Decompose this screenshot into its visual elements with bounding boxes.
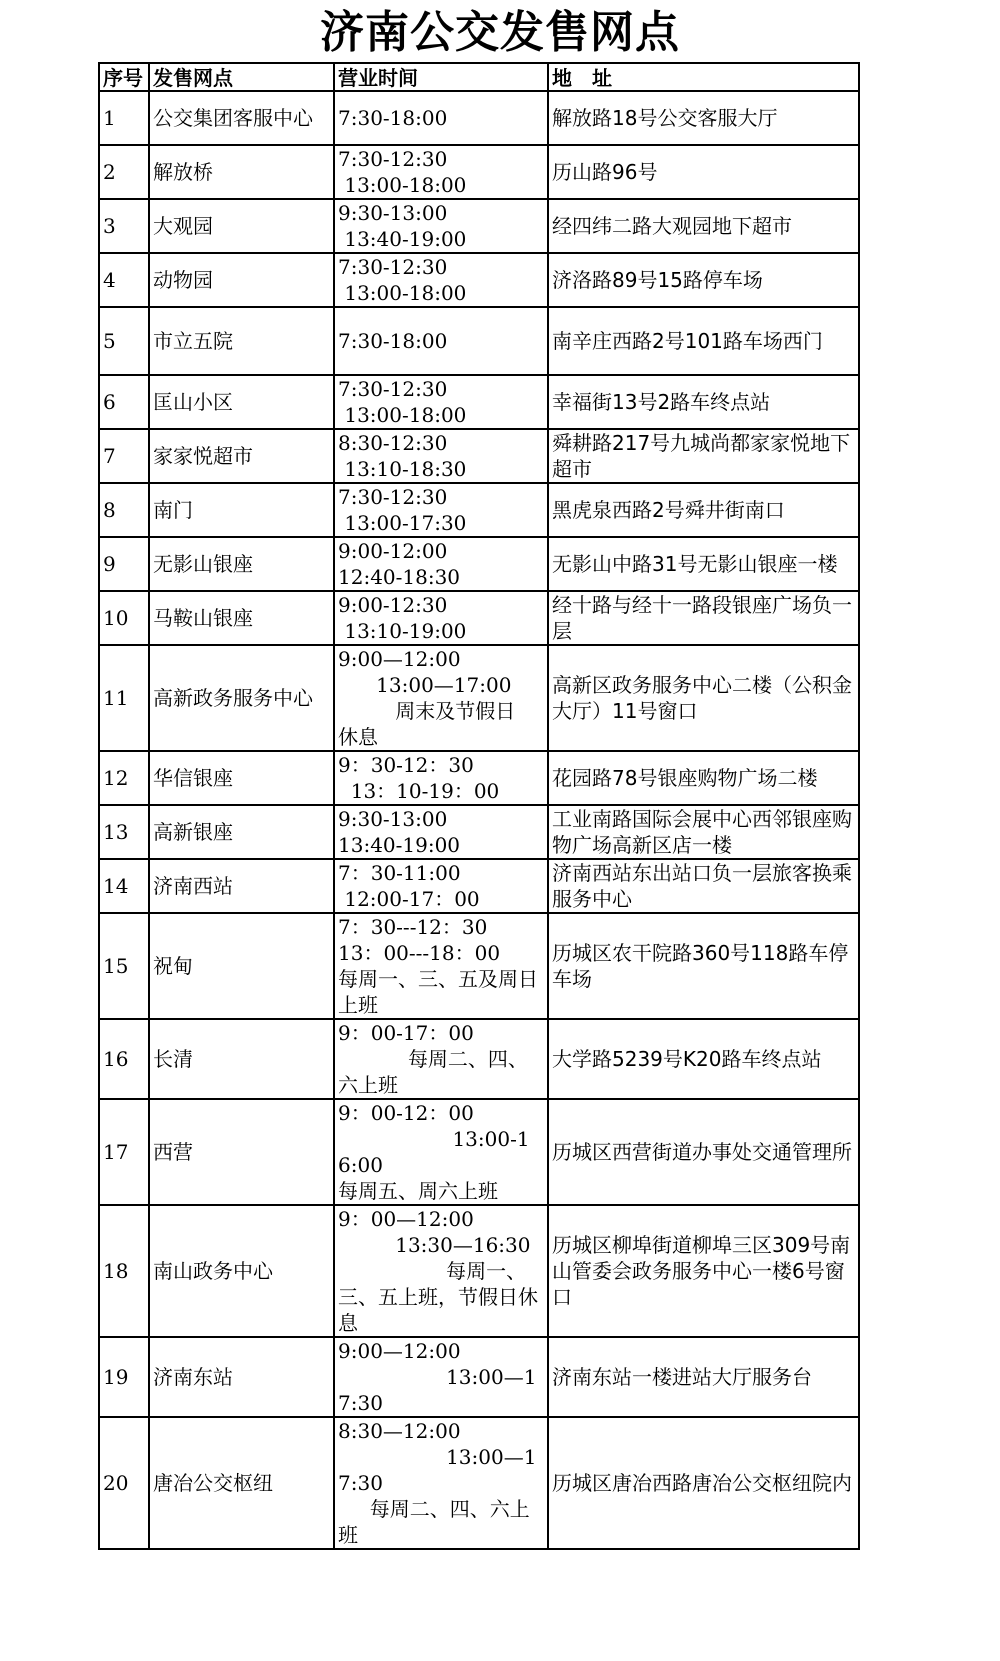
cell-address: 幸福街13号2路车终点站 [548,375,859,429]
cell-no: 16 [99,1019,149,1099]
header-hours: 营业时间 [334,63,548,91]
cell-address: 黑虎泉西路2号舜井街南口 [548,483,859,537]
cell-hours: 9：00—12:00 13:30—16:30 每周一、三、五上班，节假日休息 [334,1205,548,1337]
cell-outlet: 马鞍山银座 [149,591,334,645]
cell-outlet: 市立五院 [149,307,334,375]
cell-address: 济洛路89号15路停车场 [548,253,859,307]
cell-outlet: 高新政务服务中心 [149,645,334,751]
cell-address: 历城区柳埠街道柳埠三区309号南山管委会政务服务中心一楼6号窗口 [548,1205,859,1337]
table-row [99,591,859,645]
cell-no: 10 [99,591,149,645]
cell-address: 历城区农干院路360号118路车停车场 [548,913,859,1019]
table-row [99,253,859,307]
cell-hours: 7:30-18:00 [334,307,548,375]
cell-hours: 9:00-12:30 13:10-19:00 [334,591,548,645]
header-no: 序号 [99,63,149,91]
cell-outlet: 济南东站 [149,1337,334,1417]
cell-no: 8 [99,483,149,537]
cell-hours: 9：30-12：30 13：10-19：00 [334,751,548,805]
header-row [99,63,859,91]
outlet-table [98,62,860,1550]
cell-hours: 7:30-12:30 13:00-18:00 [334,375,548,429]
cell-address: 济南东站一楼进站大厅服务台 [548,1337,859,1417]
cell-no: 3 [99,199,149,253]
cell-hours: 9:30-13:00 13:40-19:00 [334,199,548,253]
cell-hours: 7:30-12:30 13:00-18:00 [334,253,548,307]
cell-outlet: 西营 [149,1099,334,1205]
cell-outlet: 南门 [149,483,334,537]
cell-hours: 9:30-13:00 13:40-19:00 [334,805,548,859]
cell-outlet: 唐冶公交枢纽 [149,1417,334,1549]
table-row [99,1019,859,1099]
cell-outlet: 长清 [149,1019,334,1099]
cell-outlet: 解放桥 [149,145,334,199]
cell-no: 20 [99,1417,149,1549]
cell-no: 17 [99,1099,149,1205]
cell-outlet: 无影山银座 [149,537,334,591]
table-body [99,91,859,1549]
cell-address: 高新区政务服务中心二楼（公积金大厅）11号窗口 [548,645,859,751]
table-row [99,429,859,483]
cell-hours: 9:00-12:00 12:40-18:30 [334,537,548,591]
cell-address: 济南西站东出站口负一层旅客换乘服务中心 [548,859,859,913]
page-title: 济南公交发售网点 [320,7,680,58]
table-row [99,913,859,1019]
cell-no: 15 [99,913,149,1019]
table-row [99,1205,859,1337]
cell-address: 大学路5239号K20路车终点站 [548,1019,859,1099]
table-row [99,145,859,199]
cell-no: 13 [99,805,149,859]
cell-address: 解放路18号公交客服大厅 [548,91,859,145]
cell-hours: 7:30-18:00 [334,91,548,145]
table-row [99,483,859,537]
cell-no: 4 [99,253,149,307]
cell-outlet: 匡山小区 [149,375,334,429]
cell-outlet: 动物园 [149,253,334,307]
cell-no: 7 [99,429,149,483]
cell-outlet: 家家悦超市 [149,429,334,483]
cell-address: 经十路与经十一路段银座广场负一层 [548,591,859,645]
cell-address: 工业南路国际会展中心西邻银座购物广场高新区店一楼 [548,805,859,859]
cell-no: 9 [99,537,149,591]
cell-outlet: 公交集团客服中心 [149,91,334,145]
table-row [99,375,859,429]
cell-no: 2 [99,145,149,199]
table-row [99,859,859,913]
cell-hours: 7:30-12:30 13:00-17:30 [334,483,548,537]
cell-no: 5 [99,307,149,375]
table-row [99,805,859,859]
table-row [99,1099,859,1205]
cell-outlet: 大观园 [149,199,334,253]
cell-hours: 7:30-12:30 13:00-18:00 [334,145,548,199]
table-row [99,537,859,591]
cell-address: 经四纬二路大观园地下超市 [548,199,859,253]
cell-hours: 9：00-17：00 每周二、四、六上班 [334,1019,548,1099]
cell-hours: 7：30---12：30 13：00---18：00 每周一、三、五及周日上班 [334,913,548,1019]
cell-outlet: 华信银座 [149,751,334,805]
table-row [99,1337,859,1417]
cell-no: 12 [99,751,149,805]
cell-no: 11 [99,645,149,751]
table-row [99,1417,859,1549]
cell-address: 无影山中路31号无影山银座一楼 [548,537,859,591]
table-row [99,199,859,253]
cell-hours: 9：00-12：00 13:00-16:00 每周五、周六上班 [334,1099,548,1205]
cell-hours: 7：30-11:00 12:00-17：00 [334,859,548,913]
cell-hours: 8:30—12:00 13:00—17:30 每周二、四、六上班 [334,1417,548,1549]
cell-hours: 8:30-12:30 13:10-18:30 [334,429,548,483]
cell-hours: 9:00—12:00 13:00—17:30 [334,1337,548,1417]
table-row [99,751,859,805]
cell-address: 历城区唐冶西路唐冶公交枢纽院内 [548,1417,859,1549]
cell-no: 6 [99,375,149,429]
cell-no: 18 [99,1205,149,1337]
cell-no: 19 [99,1337,149,1417]
table-row [99,645,859,751]
table-row [99,91,859,145]
cell-outlet: 南山政务中心 [149,1205,334,1337]
cell-outlet: 济南西站 [149,859,334,913]
table-row [99,307,859,375]
cell-no: 1 [99,91,149,145]
cell-address: 历山路96号 [548,145,859,199]
cell-no: 14 [99,859,149,913]
cell-outlet: 祝甸 [149,913,334,1019]
header-address: 地 址 [548,63,859,91]
cell-address: 历城区西营街道办事处交通管理所 [548,1099,859,1205]
cell-address: 花园路78号银座购物广场二楼 [548,751,859,805]
cell-address: 南辛庄西路2号101路车场西门 [548,307,859,375]
cell-outlet: 高新银座 [149,805,334,859]
header-outlet: 发售网点 [149,63,334,91]
cell-address: 舜耕路217号九城尚都家家悦地下超市 [548,429,859,483]
cell-hours: 9:00—12:00 13:00—17:00 周末及节假日 休息 [334,645,548,751]
